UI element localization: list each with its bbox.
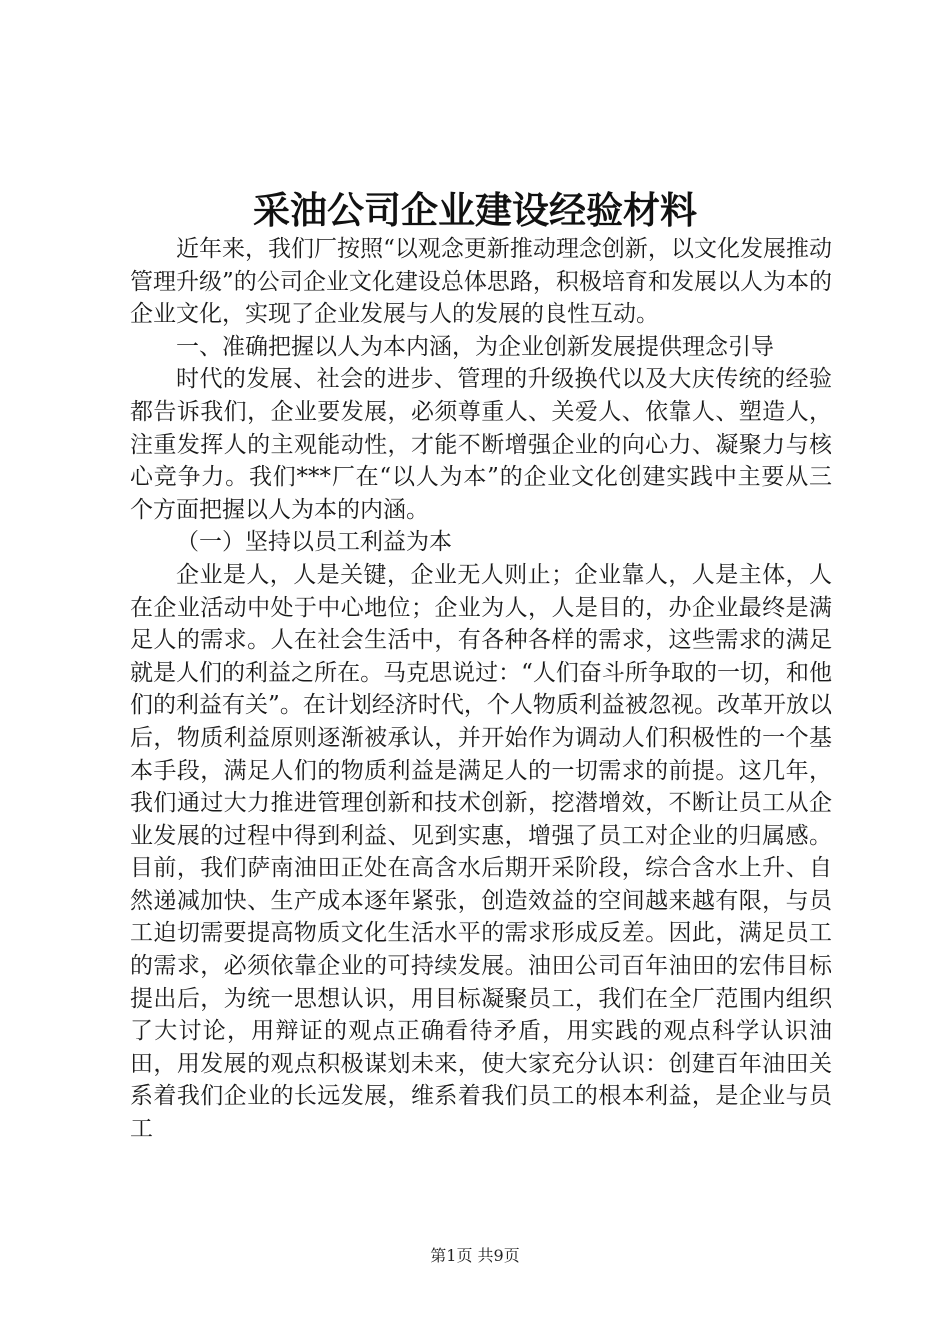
subsection-heading-1: （一）坚持以员工利益为本 bbox=[176, 529, 452, 556]
body-paragraph: 企业是人，人是关键，企业无人则止；企业靠人，人是主体，人在企业活动中处于中心地位；企业为人，人是目的，办企业最终是满足人的需求。人在社会生活中，有各种各样的需求，这些需求的满足就是人们的利益之所在。马克思说过：“人们奋斗所争取的一切，和他们的利益有关”。在计划经济时代，个人物质利益被忽视。改革开放以后，物质利益原则逐渐被承认，并开始作为调动人们积极性的一个基本手段，满足人们的物质利益是满足人的一切需求的前提。这几年，我们通过大力推进管理创新和技术创新，挖潜增效，不断让员工从企业发展的过程中得到利益、见到实惠，增强了员工对企业的归属感。目前，我们萨南油田正处在高含水后期开采阶段，综合含水上升、自然递减加快、生产成本逐年紧张，创造效益的空间越来越有限，与员工迫切需要提高物质文化生活水平的需求形成反差。因此，满足员工的需求，必须依靠企业的可持续发展。油田公司百年油田的宏伟目标提出后，为统一思想认识，用目标凝聚员工，我们在全厂范围内组织了大讨论，用辩证的观点正确看待矛盾，用实践的观点科学认识油田，用发展的观点积极谋划未来，使大家充分认识：创建百年油田关系着我们企业的长远发展，维系着我们员工的根本利益，是企业与员工 bbox=[130, 561, 832, 1143]
document-title: 采油公司企业建设经验材料 bbox=[253, 188, 697, 232]
intro-paragraph: 近年来，我们厂按照“以观念更新推动理念创新，以文化发展推动管理升级”的公司企业文化建设总体思路，积极培育和发展以人为本的企业文化，实现了企业发展与人的发展的良性互动。 bbox=[130, 236, 832, 328]
page-number-footer: 第1页 共9页 bbox=[430, 1246, 520, 1265]
document-body bbox=[130, 233, 832, 1146]
section-heading-1: 一、准确把握以人为本内涵，为企业创新发展提供理念引导 bbox=[176, 333, 774, 360]
body-paragraph: 时代的发展、社会的进步、管理的升级换代以及大庆传统的经验都告诉我们，企业要发展，必须尊重人、关爱人、依靠人、塑造人，注重发挥人的主观能动性，才能不断增强企业的向心力、凝聚力与核心竞争力。我们***厂在“以人为本”的企业文化创建实践中主要从三个方面把握以人为本的内涵。 bbox=[130, 366, 832, 523]
